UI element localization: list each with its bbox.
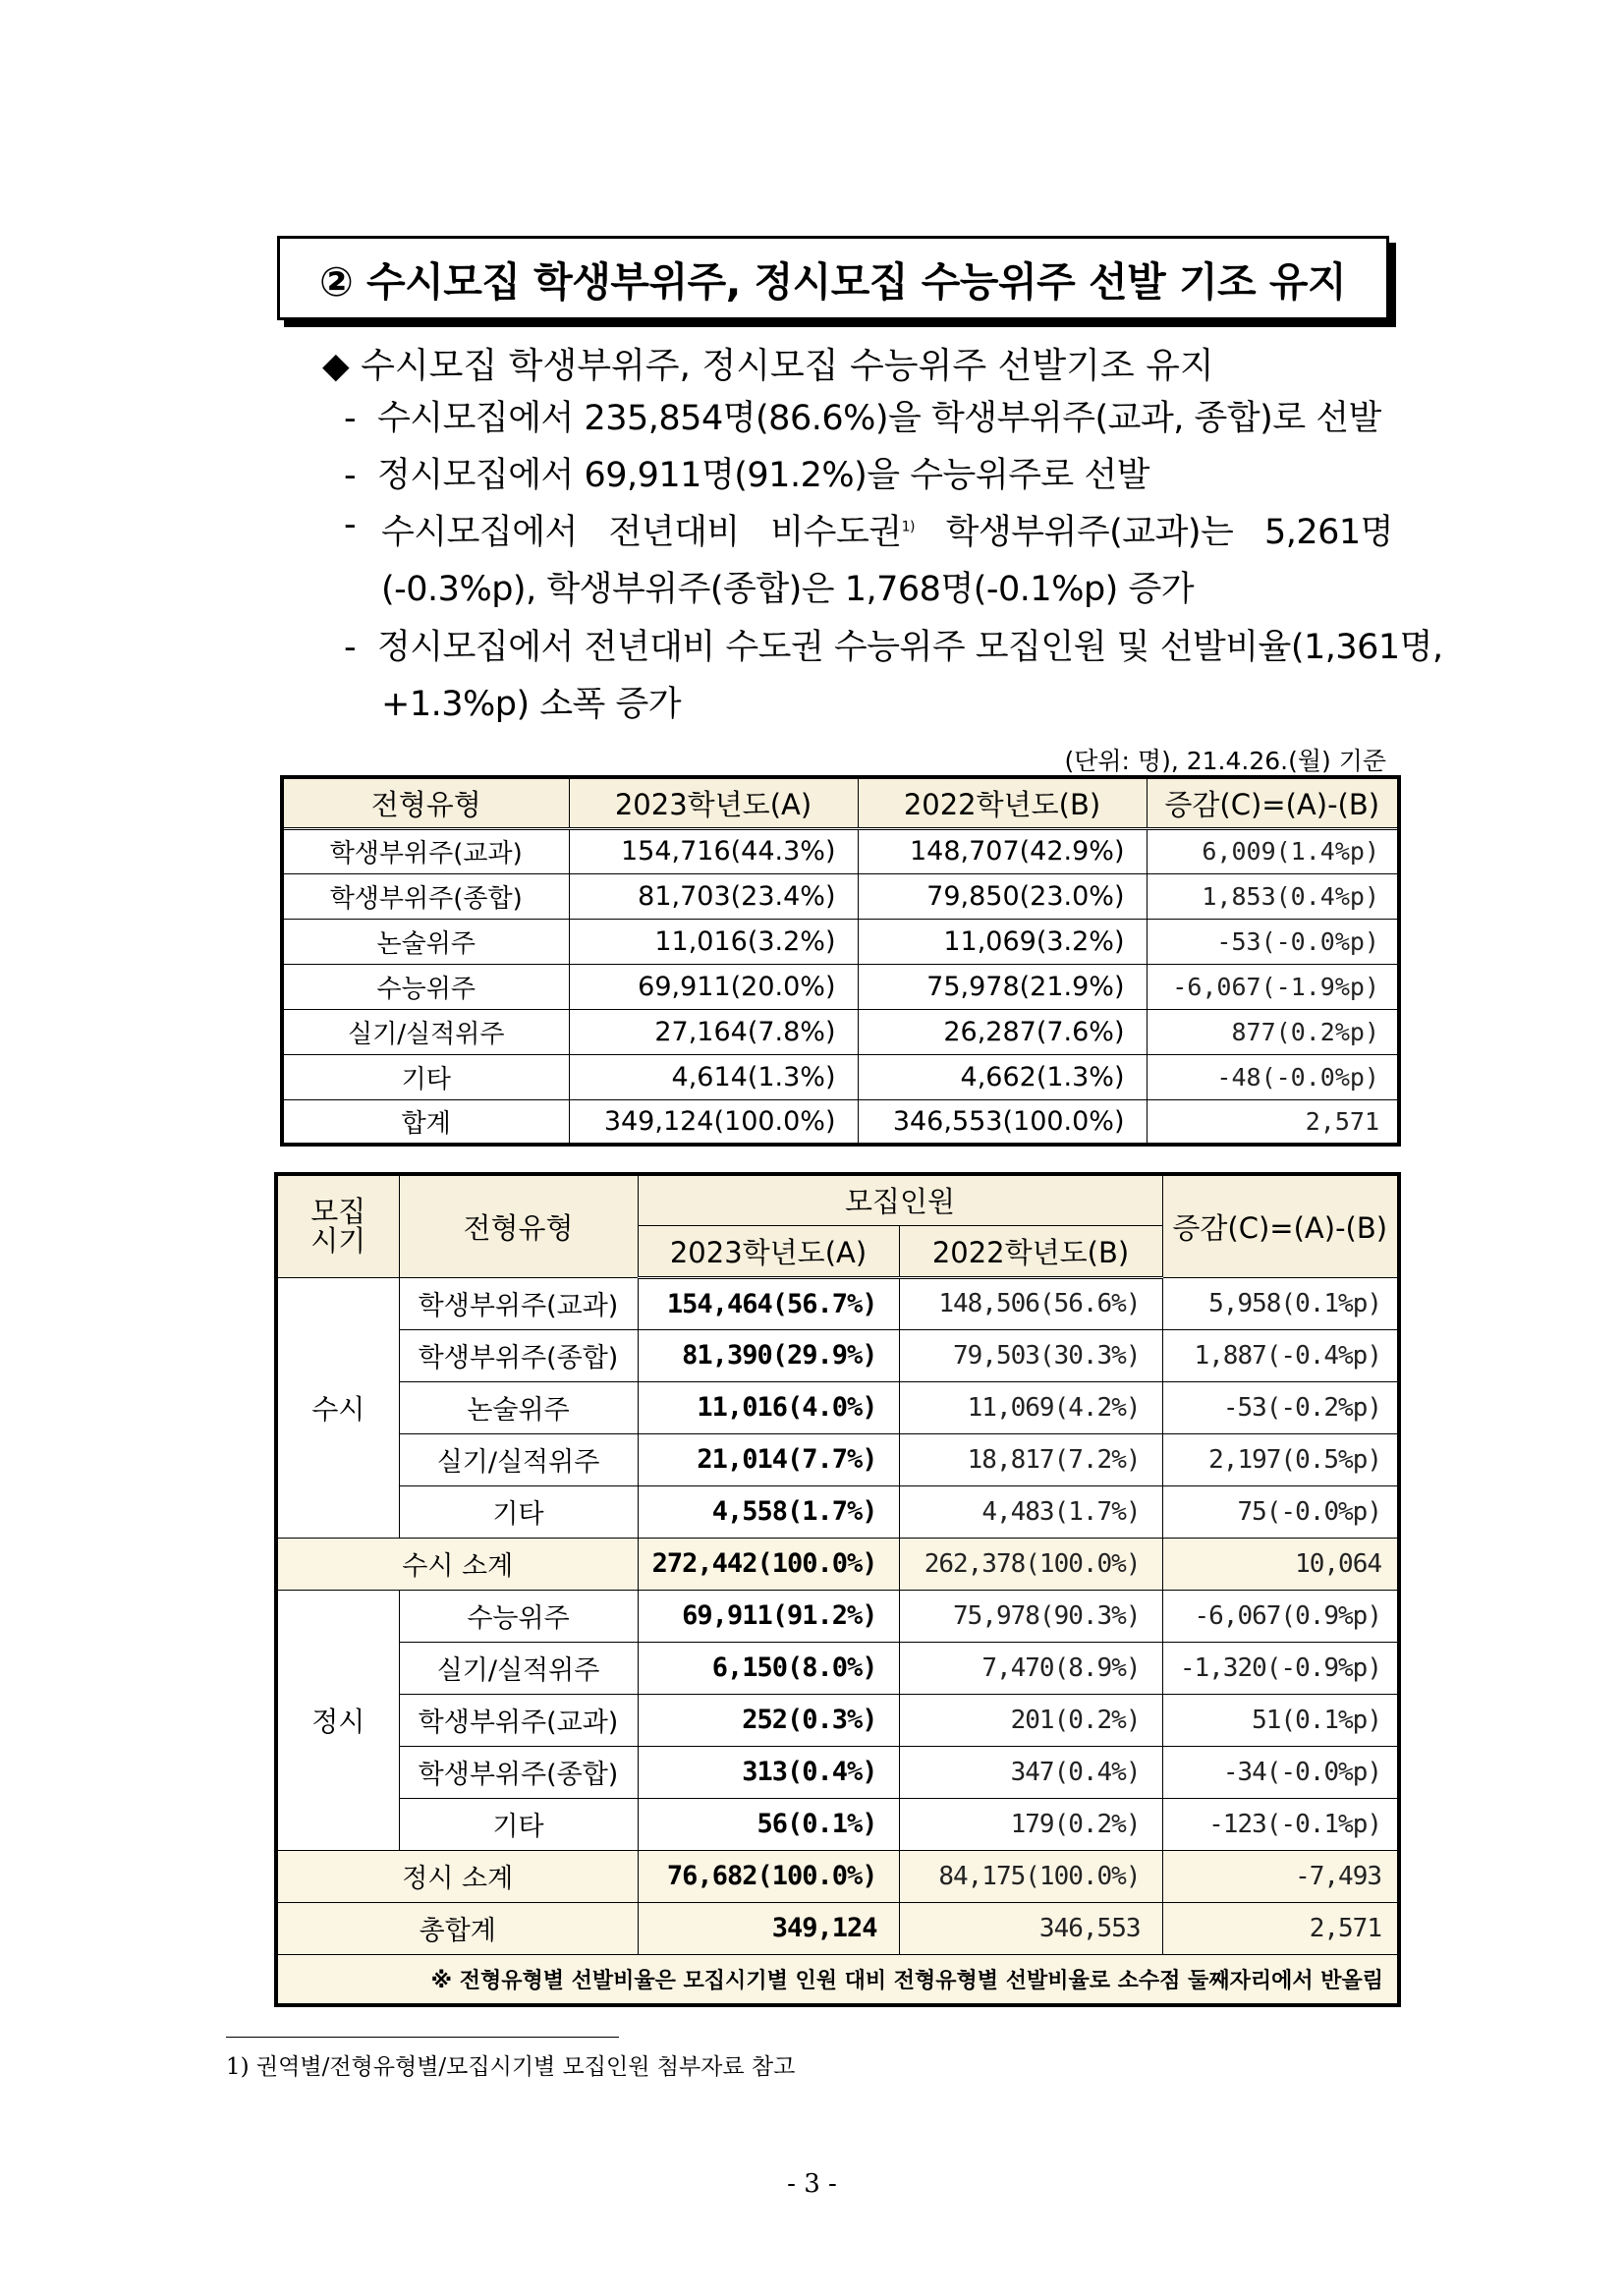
value-change: -6,067(-1.9%p) [1147,964,1399,1009]
header-change: 증감(C)=(A)-(B) [1162,1174,1399,1277]
table-row [276,1694,1399,1746]
value-change: -7,493 [1162,1850,1399,1902]
value-2023: 313(0.4%) [638,1746,899,1798]
value-change: 2,571 [1147,1099,1399,1145]
table-row [276,1590,1399,1642]
point-2: - 정시모집에서 69,911명(91.2%)을 수능위주로 선발 [344,456,1149,495]
type-cell: 학생부위주(종합) [399,1329,638,1381]
type-cell: 실기/실적위주 [282,1009,569,1054]
value-2023: 154,716(44.3%) [569,828,858,873]
section-title: ② 수시모집 학생부위주, 정시모집 수능위주 선발 기조 유지 [277,236,1389,320]
period-cell: 수시 [276,1277,399,1538]
table-row [276,1798,1399,1850]
type-cell: 수능위주 [282,964,569,1009]
table-row [282,828,1399,873]
main-bullet: ◆ 수시모집 학생부위주, 정시모집 수능위주 선발기조 유지 [322,346,1214,386]
value-2022: 201(0.2%) [899,1694,1162,1746]
point-4-line-2: +1.3%p) 소폭 증가 [381,685,682,724]
subtotal-label: 수시 소계 [276,1538,638,1590]
table-row [276,1381,1399,1433]
header-2022: 2022학년도(B) [899,1225,1162,1277]
p3-word: 5,261명 [1263,513,1393,552]
value-2023: 4,614(1.3%) [569,1054,858,1099]
value-2022: 346,553(100.0%) [858,1099,1147,1145]
point-1: - 수시모집에서 235,854명(86.6%)을 학생부위주(교과, 종합)로 선발 [344,399,1381,438]
value-2022: 75,978(90.3%) [899,1590,1162,1642]
point-2-text: 정시모집에서 69,911명(91.2%)을 수능위주로 선발 [377,456,1149,495]
value-change: -123(-0.1%p) [1162,1798,1399,1850]
value-2023: 21,014(7.7%) [638,1433,899,1485]
type-cell: 실기/실적위주 [399,1642,638,1694]
type-cell: 논술위주 [399,1381,638,1433]
value-2023: 81,703(23.4%) [569,873,858,919]
type-cell: 기타 [282,1054,569,1099]
header-type: 전형유형 [282,777,569,828]
value-change: 877(0.2%p) [1147,1009,1399,1054]
table-header-row [282,777,1399,828]
table-note: ※ 전형유형별 선발비율은 모집시기별 인원 대비 전형유형별 선발비율로 소수점 둘째자리에서 반올림 [276,1954,1399,2005]
value-2023: 272,442(100.0%) [638,1538,899,1590]
value-change: -6,067(0.9%p) [1162,1590,1399,1642]
type-cell: 학생부위주(종합) [399,1746,638,1798]
type-cell: 학생부위주(교과) [399,1277,638,1329]
value-2022: 7,470(8.9%) [899,1642,1162,1694]
type-cell: 학생부위주(교과) [399,1694,638,1746]
summary-table [280,775,1401,1147]
subtotal-row [276,1850,1399,1902]
value-2022: 11,069(3.2%) [858,919,1147,964]
value-change: -53(-0.0%p) [1147,919,1399,964]
point-3-line-2: (-0.3%p), 학생부위주(종합)은 1,768명(-0.1%p) 증가 [381,570,1195,609]
value-change: -1,320(-0.9%p) [1162,1642,1399,1694]
value-2023: 6,150(8.0%) [638,1642,899,1694]
type-cell: 합계 [282,1099,569,1145]
value-2023: 56(0.1%) [638,1798,899,1850]
table-row [282,964,1399,1009]
detail-table [274,1172,1401,2007]
point-1-text: 수시모집에서 235,854명(86.6%)을 학생부위주(교과, 종합)로 선발 [377,399,1381,438]
table-row [282,1054,1399,1099]
value-2022: 18,817(7.2%) [899,1433,1162,1485]
footnote-divider [226,2037,619,2038]
p3-word: 전년대비 [608,513,740,552]
value-2023: 27,164(7.8%) [569,1009,858,1054]
value-change: 5,958(0.1%p) [1162,1277,1399,1329]
point-4: - 정시모집에서 전년대비 수도권 수능위주 모집인원 및 선발비율(1,361명, [344,628,1443,667]
value-2022: 75,978(21.9%) [858,964,1147,1009]
value-change: 2,197(0.5%p) [1162,1433,1399,1485]
type-cell: 수능위주 [399,1590,638,1642]
table-row [282,1009,1399,1054]
value-2022: 84,175(100.0%) [899,1850,1162,1902]
type-cell: 학생부위주(종합) [282,873,569,919]
value-2022: 148,707(42.9%) [858,828,1147,873]
value-2023: 252(0.3%) [638,1694,899,1746]
subtotal-row [276,1902,1399,1954]
table-header-row [276,1174,1399,1225]
type-cell: 실기/실적위주 [399,1433,638,1485]
subtotal-label: 정시 소계 [276,1850,638,1902]
value-2023: 76,682(100.0%) [638,1850,899,1902]
value-change: 75(-0.0%p) [1162,1485,1399,1538]
value-2022: 148,506(56.6%) [899,1277,1162,1329]
p3-word: 학생부위주(교과)는 [945,513,1234,552]
footnote: 1) 권역별/전형유형별/모집시기별 모집인원 첨부자료 참고 [226,2054,796,2080]
value-2022: 4,483(1.7%) [899,1485,1162,1538]
subtotal-label: 총합계 [276,1902,638,1954]
value-2022: 79,503(30.3%) [899,1329,1162,1381]
value-2023: 349,124 [638,1902,899,1954]
type-cell: 논술위주 [282,919,569,964]
value-2023: 349,124(100.0%) [569,1099,858,1145]
value-2023: 81,390(29.9%) [638,1329,899,1381]
value-change: 1,887(-0.4%p) [1162,1329,1399,1381]
note-row [276,1954,1399,2005]
point-3: - [344,505,357,544]
value-change: -53(-0.2%p) [1162,1381,1399,1433]
subtotal-row [276,1538,1399,1590]
value-2022: 4,662(1.3%) [858,1054,1147,1099]
header-change: 증감(C)=(A)-(B) [1147,777,1399,828]
table-row [282,873,1399,919]
value-2022: 26,287(7.6%) [858,1009,1147,1054]
value-change: 10,064 [1162,1538,1399,1590]
table-row [276,1329,1399,1381]
value-2022: 347(0.4%) [899,1746,1162,1798]
p3-word: 수시모집에서 [381,513,578,552]
table-row [282,1099,1399,1145]
header-2023: 2023학년도(A) [569,777,858,828]
point-4-line-1: 정시모집에서 전년대비 수도권 수능위주 모집인원 및 선발비율(1,361명, [377,628,1443,667]
value-2023: 11,016(4.0%) [638,1381,899,1433]
p3-word: 비수도권 [770,513,902,552]
value-2022: 262,378(100.0%) [899,1538,1162,1590]
value-change: 2,571 [1162,1902,1399,1954]
value-2022: 179(0.2%) [899,1798,1162,1850]
value-2023: 69,911(20.0%) [569,964,858,1009]
value-change: 51(0.1%p) [1162,1694,1399,1746]
value-2022: 346,553 [899,1902,1162,1954]
type-cell: 기타 [399,1485,638,1538]
table-row [276,1642,1399,1694]
type-cell: 학생부위주(교과) [282,828,569,873]
value-change: -34(-0.0%p) [1162,1746,1399,1798]
value-2023: 154,464(56.7%) [638,1277,899,1329]
value-2023: 4,558(1.7%) [638,1485,899,1538]
table-row [282,919,1399,964]
footnote-ref: 1) [901,519,915,535]
value-2022: 11,069(4.2%) [899,1381,1162,1433]
header-2022: 2022학년도(B) [858,777,1147,828]
point-3-line-1 [381,505,1393,554]
header-type: 전형유형 [399,1174,638,1277]
value-change: -48(-0.0%p) [1147,1054,1399,1099]
value-2023: 11,016(3.2%) [569,919,858,964]
header-2023: 2023학년도(A) [638,1225,899,1277]
header-period: 모집 시기 [276,1174,399,1277]
value-2022: 79,850(23.0%) [858,873,1147,919]
table-row [276,1433,1399,1485]
value-change: 1,853(0.4%p) [1147,873,1399,919]
page-number: - 3 - [787,2169,837,2199]
period-cell: 정시 [276,1590,399,1850]
value-2023: 69,911(91.2%) [638,1590,899,1642]
table-row [276,1277,1399,1329]
unit-note: (단위: 명), 21.4.26.(월) 기준 [1064,747,1386,775]
value-change: 6,009(1.4%p) [1147,828,1399,873]
type-cell: 기타 [399,1798,638,1850]
header-recruit: 모집인원 [638,1174,1162,1225]
table-row [276,1746,1399,1798]
table-row [276,1485,1399,1538]
